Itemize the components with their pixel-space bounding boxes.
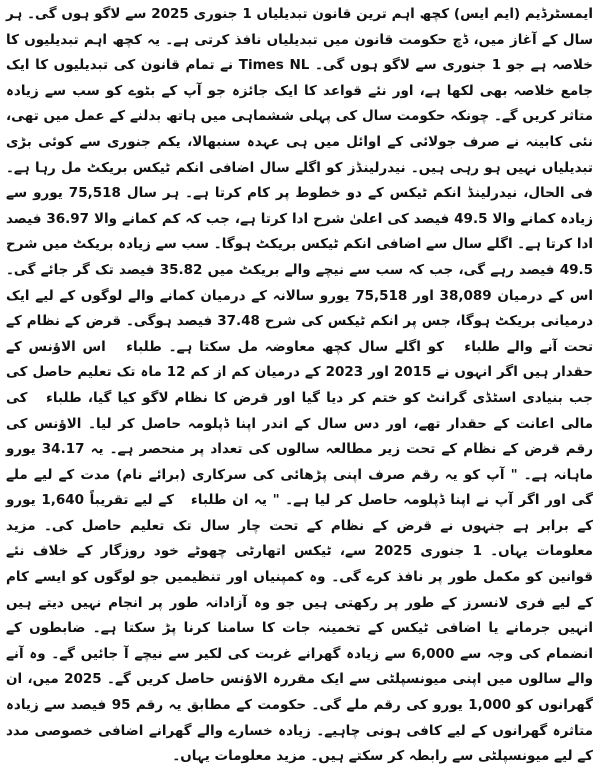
article-body: ایمسٹرڈیم (ایم ایس) کچھ اہم ترین قانون تبدیلیاں 1 جنوری 2025 سے لاگو ہوں گی۔ ہر سال کے آغاز میں، ڈچ حکومت قانون میں تبدیلیاں نافذ کرتی ہے۔ یہ کچھ اہم تبدیلیوں کا خلاصہ ہے جو 1 جنوری سے لاگو ہوں گی۔ Times NL نے تمام قانون کی تبدیلیوں کا ایک جامع خلاصہ بھی لکھا ہے، اور نئے قواعد کا ایک جائزہ جو آپ کے بٹوے کو سب سے زیادہ متاثر کریں گے۔ چونکہ حکومت سال کی پہلی ششماہی میں ہاتھ بدلنے کے عمل میں تھی، نئی کابینہ نے صرف جولائی کے اوائل میں ہی عہدہ سنبھالا، یکم جنوری سے کوئی بڑی تبدیلیاں نہیں ہو رہی ہیں۔ نیدرلینڈز کو اگلے سال اضافی انکم ٹیکس بریکٹ مل رہا ہے۔ فی الحال، نیدرلینڈ انکم ٹیکس کے دو خطوط پر کام کرتا ہے۔ ہر سال 75,518 یورو سے زیادہ کمانے والا 49.5 فیصد کی اعلیٰ شرح ادا کرتا ہے، جب کہ کم کمانے والا 36.97 فیصد ادا کرتا ہے۔ اگلے سال سے اضافی انکم ٹیکس بریکٹ ہوگا۔ سب سے زیادہ بریکٹ میں شرح 49.5 فیصد رہے گی، جب کہ سب سے نیچے والے بریکٹ میں 35.82 فیصد تک گر جائے گی۔ اس کے درمیان 38,089 اور 75,518 یورو سالانہ کے درمیان کمانے والے لوگوں کے لیے ایک درمیانی بریکٹ ہوگا، جس پر انکم ٹیکس کی شرح 37.48 فیصد ہوگی۔ قرض کے نظام کے تحت آنے والے طلباء ‫ ‬ کو اگلے سال کچھ معاوضہ مل سکتا ہے۔ طلباء ‫ ‬ اس الاؤنس کے حقدار ہیں اگر انہوں نے 2015 اور 2023 کے درمیان کم از کم 12 ماہ تک تعلیم حاصل کی جب بنیادی اسٹڈی گرانٹ کو ختم کر دیا گیا اور قرض کا نظام لاگو کیا گیا، طلباء ‫ ‬ کی مالی اعانت کے حقدار تھے، اور دس سال کے اندر اپنا ڈپلومہ حاصل کر لیا۔ الاؤنس کی رقم قرض کے نظام کے تحت زیر مطالعہ سالوں کی تعداد پر منحصر ہے۔ یہ 34.17 یورو ماہانہ ہے۔ " آپ کو یہ رقم صرف اپنی پڑھائی کی سرکاری (برائے نام) مدت کے لیے ملے گی اور اگر آپ نے اپنا ڈپلومہ حاصل کر لیا ہے۔ " یہ ان طلباء ‫ ‬ کے لیے تقریباً 1,640 یورو کے برابر ہے جنہوں نے قرض کے نظام کے تحت چار سال تک تعلیم حاصل کی۔ مزید معلومات یہاں۔ 1 جنوری 2025 سے، ٹیکس اتھارٹی چھوٹے خود روزگار کے خلاف نئے قوانین کو مکمل طور پر نافذ کرے گی۔ وہ کمپنیاں اور تنظیمیں جو لوگوں کو ایسے کام کے لیے فری لانسرز کے طور پر رکھتی ہیں جو وہ آزادانہ طور پر انجام نہیں دیتے ہیں انہیں جرمانے یا اضافی ٹیکس کے تخمینہ جات کا سامنا کرنا پڑ سکتا ہے۔ ضابطوں کے انضمام کی وجہ سے 6,000 سے زیادہ گھرانے غربت کی لکیر سے نیچے آ جائیں گے۔ وہ آنے والے سالوں میں اپنی میونسپلٹی سے ایک مقررہ الاؤنس حاصل کریں گے۔ 2025 میں، ان گھرانوں کو 1,000 یورو کی رقم ملے گی۔ حکومت کے مطابق یہ رقم 95 فیصد سے زیادہ متاثرہ گھرانوں کے لیے کافی ہونی چاہیے۔ زیادہ خسارے والے گھرانے اضافی خصوصی مدد کے لیے میونسپلٹی سے رابطہ کر سکتے ہیں۔ مزید معلومات یہاں۔ <box>5 6 594 765</box>
